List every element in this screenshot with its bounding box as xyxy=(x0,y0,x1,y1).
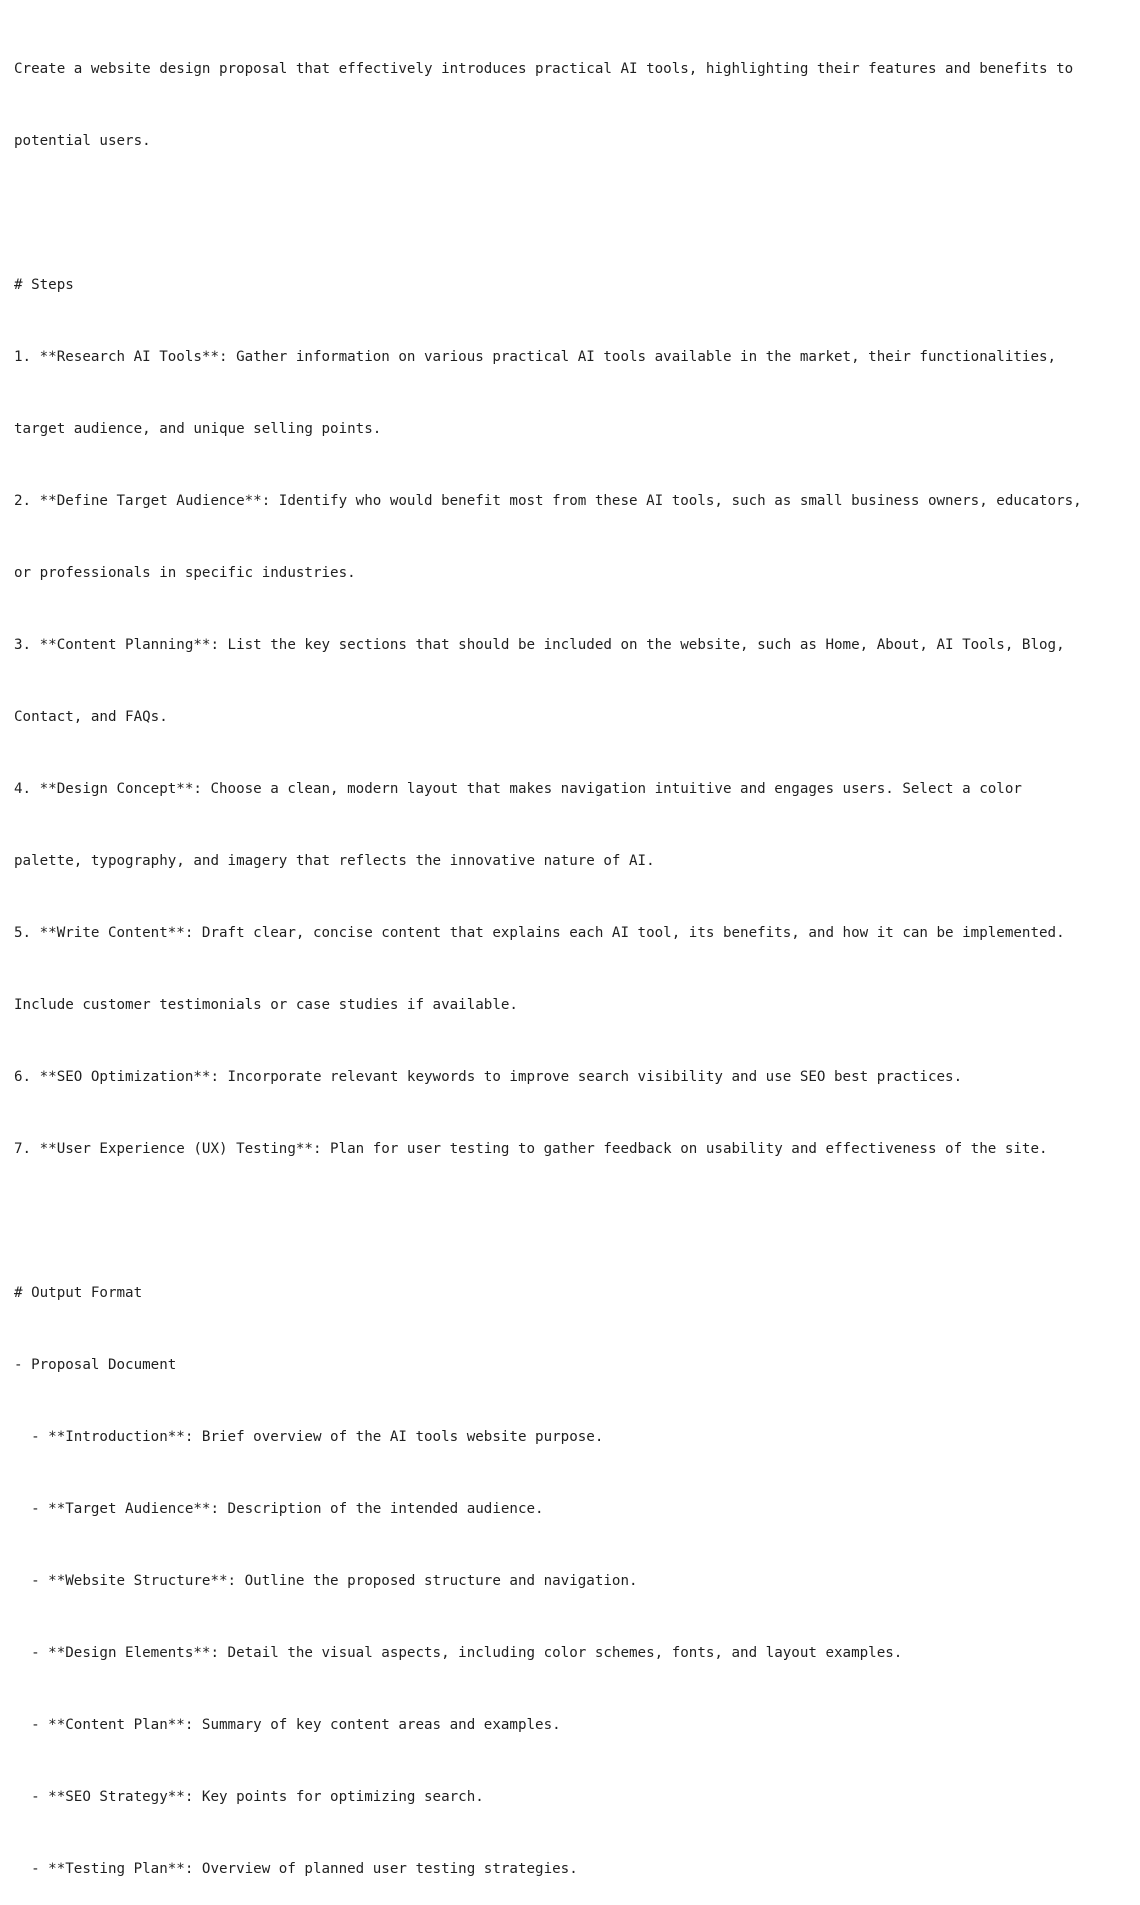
testing-plan-item: - **Testing Plan**: Overview of planned user testing strategies. xyxy=(14,1861,578,1877)
output-format-heading: # Output Format xyxy=(14,1285,143,1301)
blank-line xyxy=(14,1209,1134,1233)
steps-heading: # Steps xyxy=(14,277,74,293)
proposal-document-item: - Proposal Document xyxy=(14,1357,177,1373)
target-audience-item: - **Target Audience**: Description of the intended audience. xyxy=(14,1501,544,1517)
step-3-line-1: 3. **Content Planning**: List the key sections that should be included on the website, such as Home, About, AI Tools, Blog, xyxy=(14,637,1065,653)
step-3-line-2: Contact, and FAQs. xyxy=(14,709,168,725)
introduction-item: - **Introduction**: Brief overview of the AI tools website purpose. xyxy=(14,1429,604,1445)
design-elements-item: - **Design Elements**: Detail the visual aspects, including color schemes, fonts, and layout examples. xyxy=(14,1645,903,1661)
step-5-line-1: 5. **Write Content**: Draft clear, concise content that explains each AI tool, its benefits, and how it can be implemented. xyxy=(14,925,1065,941)
step-1-line-1: 1. **Research AI Tools**: Gather information on various practical AI tools available in the market, their functionalities, xyxy=(14,349,1057,365)
content-plan-item: - **Content Plan**: Summary of key content areas and examples. xyxy=(14,1717,561,1733)
step-4-line-2: palette, typography, and imagery that reflects the innovative nature of AI. xyxy=(14,853,655,869)
step-4-line-1: 4. **Design Concept**: Choose a clean, modern layout that makes navigation intuitive and engages users. Select a color xyxy=(14,781,1022,797)
seo-strategy-item: - **SEO Strategy**: Key points for optimizing search. xyxy=(14,1789,484,1805)
intro-line-1: Create a website design proposal that effectively introduces practical AI tools, highlighting their features and benefits to xyxy=(14,61,1074,77)
step-6-line: 6. **SEO Optimization**: Incorporate relevant keywords to improve search visibility and use SEO best practices. xyxy=(14,1069,963,1085)
blank-line xyxy=(14,201,1134,225)
website-structure-item: - **Website Structure**: Outline the proposed structure and navigation. xyxy=(14,1573,638,1589)
step-5-line-2: Include customer testimonials or case studies if available. xyxy=(14,997,518,1013)
step-7-line: 7. **User Experience (UX) Testing**: Plan for user testing to gather feedback on usability and effectiveness of the site. xyxy=(14,1141,1048,1157)
step-2-line-2: or professionals in specific industries. xyxy=(14,565,356,581)
step-2-line-1: 2. **Define Target Audience**: Identify who would benefit most from these AI tools, such as small business owners, educators, xyxy=(14,493,1082,509)
intro-line-2: potential users. xyxy=(14,133,151,149)
step-1-line-2: target audience, and unique selling points. xyxy=(14,421,382,437)
prompt-document xyxy=(14,9,1134,1905)
